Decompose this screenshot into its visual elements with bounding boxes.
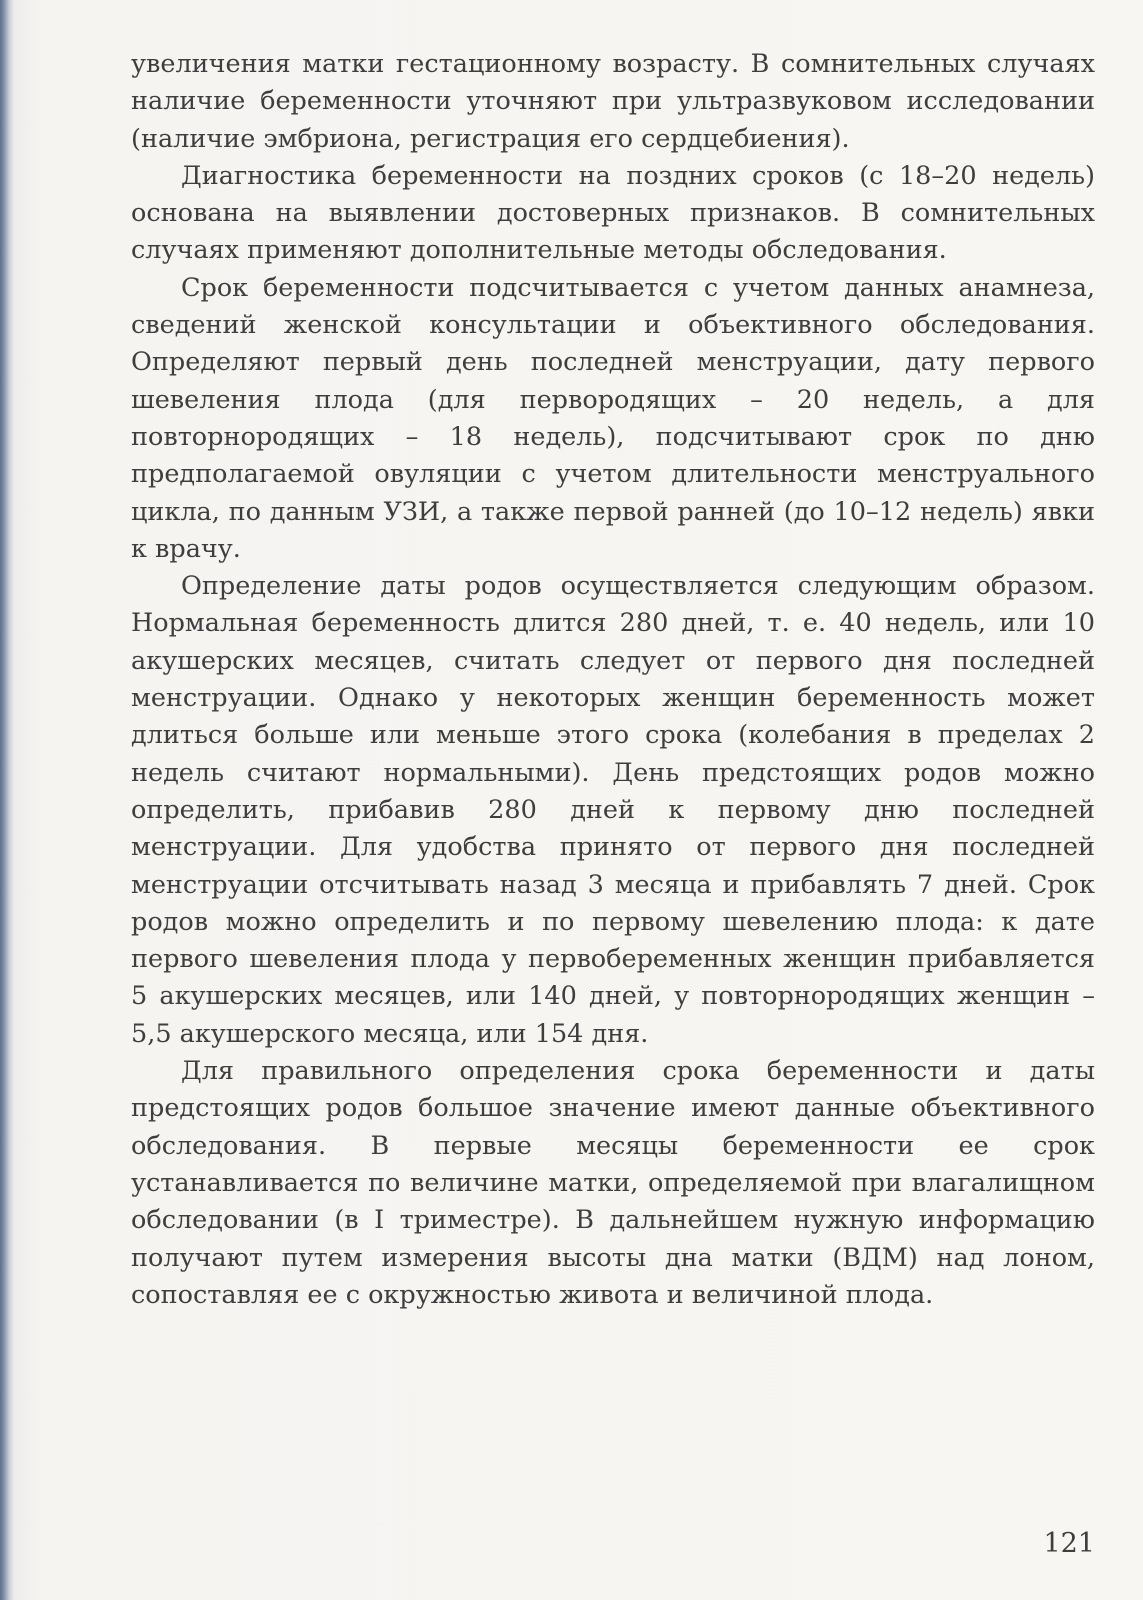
paragraph-3: Срок беременности подсчитывается с учетом данных анамнеза, сведений женской консультации и объективного обследования. Определяют первый день последней менструации, дату первого шевеления плода (для первородящих – 20 недель, а для повторнородящих – 18 недель), подсчитывают срок по дню предполагаемой овуляции с учетом длительности менструального цикла, по данным УЗИ, а также первой ранней (до 10–12 недель) явки к врачу. xyxy=(131,272,1095,564)
paragraph-5: Для правильного определения срока беременности и даты предстоящих родов большое значение имеют данные объективного обследования. В первые месяцы беременности ее срок устанавливается по величине матки, определяемой при влагалищном обследовании (в I триместре). В дальнейшем нужную информацию получают путем измерения высоты дна матки (ВДМ) над лоном, сопоставляя ее с окружностью живота и величиной плода. xyxy=(131,1056,1095,1310)
page-binding-edge xyxy=(0,0,14,1600)
body-text xyxy=(131,46,1095,1314)
page-number: 121 xyxy=(1043,1528,1095,1559)
paragraph-2: Диагностика беременности на поздних сроков (с 18–20 недель) основана на выявлении достоверных признаков. В сомнительных случаях применяют дополнительные методы обследования. xyxy=(131,160,1095,266)
paragraph-1: увеличения матки гестационному возрасту. В сомнительных случаях наличие беременности уточняют при ультразвуковом исследовании (наличие эмбриона, регистрация его сердцебиения). xyxy=(131,49,1095,154)
paragraph-4: Определение даты родов осуществляется следующим образом. Нормальная беременность длится 280 дней, т. е. 40 недель, или 10 акушерских месяцев, считать следует от первого дня последней менструации. Однако у некоторых женщин беременность может длиться больше или меньше этого срока (колебания в пределах 2 недель считают нормальными). День предстоящих родов можно определить, прибавив 280 дней к первому дню последней менструации. Для удобства принято от первого дня последней менструации отсчитывать назад 3 месяца и прибавлять 7 дней. Срок родов можно определить и по первому шевелению плода: к дате первого шевеления плода у первобеременных женщин прибавляется 5 акушерских месяцев, или 140 дней, у повторнородящих женщин – 5,5 акушерского месяца, или 154 дня. xyxy=(131,571,1095,1049)
